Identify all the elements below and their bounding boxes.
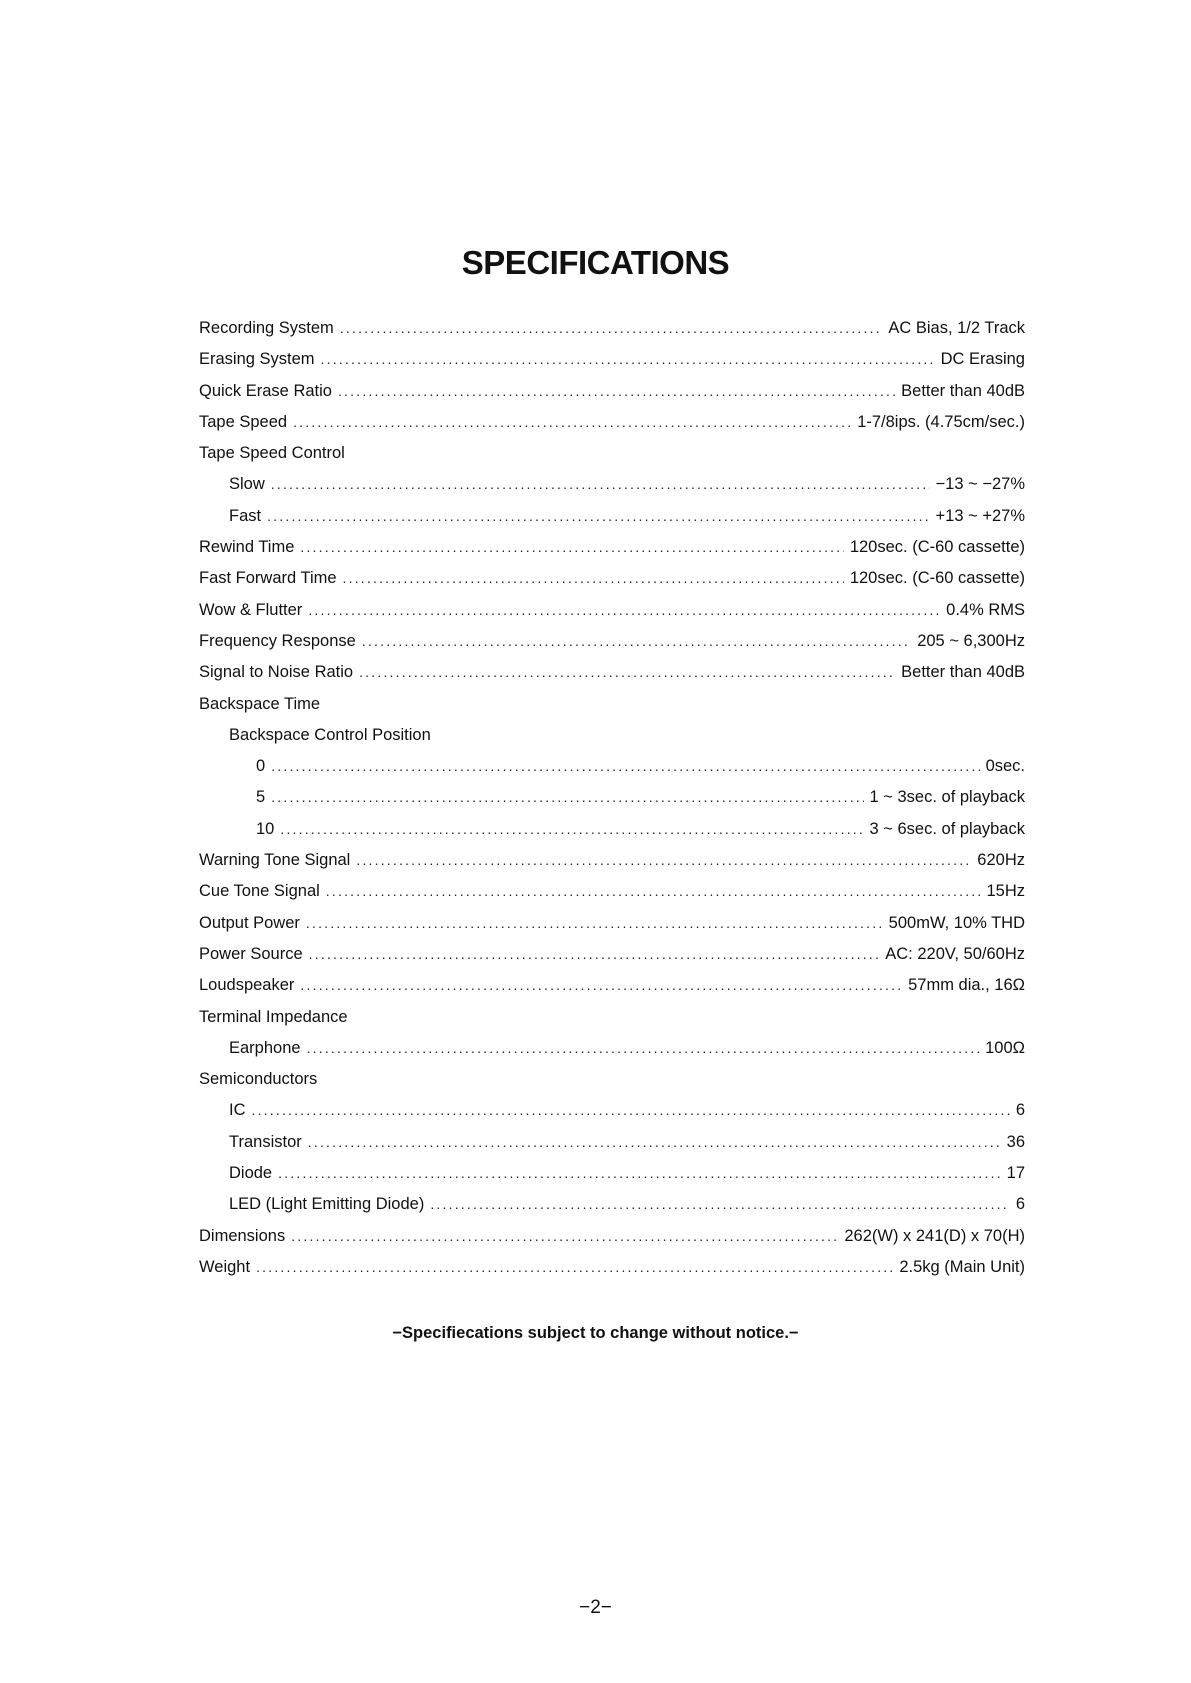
spec-value: 2.5kg (Main Unit) (899, 1257, 1025, 1276)
spec-value: 15Hz (986, 882, 1025, 901)
dot-leader (430, 1196, 1009, 1212)
spec-label: Dimensions (199, 1226, 286, 1245)
dot-leader (338, 383, 895, 399)
spec-value: 36 (1006, 1132, 1025, 1151)
spec-row-earphone (199, 1039, 1025, 1070)
dot-leader (340, 320, 883, 336)
spec-label: Backspace Time (199, 694, 321, 713)
spec-value: 57mm dia., 16Ω (908, 976, 1025, 995)
dot-leader (326, 883, 981, 899)
spec-label: Output Power (199, 913, 300, 932)
spec-value: Better than 40dB (901, 381, 1025, 400)
dot-leader (306, 915, 883, 931)
spec-value: 6 (1015, 1195, 1025, 1214)
spec-row-diode (199, 1164, 1025, 1195)
spec-value: 0.4% RMS (946, 600, 1025, 619)
dot-leader (362, 633, 911, 649)
spec-label: IC (229, 1101, 246, 1120)
spec-row-erasing-system (199, 350, 1025, 381)
spec-label: Weight (199, 1257, 251, 1276)
spec-label: Terminal Impedance (199, 1007, 348, 1026)
spec-label: Rewind Time (199, 538, 295, 557)
page-title: SPECIFICATIONS (461, 244, 730, 281)
spec-value: 100Ω (985, 1038, 1025, 1057)
dot-leader (308, 602, 940, 618)
spec-label: Tape Speed (199, 412, 288, 431)
spec-heading-semiconductors (199, 1070, 1025, 1101)
dot-leader (293, 414, 851, 430)
spec-row-transistor (199, 1133, 1025, 1164)
spec-label: Warning Tone Signal (199, 851, 351, 870)
spec-label: Frequency Response (199, 631, 356, 650)
spec-heading-backspace-time (199, 695, 1025, 726)
spec-label: Diode (229, 1164, 273, 1183)
dot-leader (309, 946, 880, 962)
spec-label: Quick Erase Ratio (199, 381, 332, 400)
dot-leader (252, 1102, 1010, 1118)
spec-label: Cue Tone Signal (199, 882, 320, 901)
spec-label: Slow (229, 475, 265, 494)
dot-leader (308, 1134, 1001, 1150)
spec-value: 0sec. (985, 757, 1025, 776)
spec-value: 1 ~ 3sec. of playback (869, 788, 1025, 807)
spec-label: Power Source (199, 944, 303, 963)
spec-label: Semiconductors (199, 1070, 318, 1089)
spec-label: Fast Forward Time (199, 569, 337, 588)
spec-heading-terminal-impedance (199, 1008, 1025, 1039)
spec-label: Wow & Flutter (199, 600, 303, 619)
spec-row-recording-system (199, 319, 1025, 350)
dot-leader (278, 1165, 1001, 1181)
spec-label: Tape Speed Control (199, 444, 345, 463)
spec-value: Better than 40dB (901, 663, 1025, 682)
page-number: −2− (579, 1597, 612, 1618)
spec-value: 17 (1006, 1164, 1025, 1183)
spec-row-quick-erase-ratio (199, 382, 1025, 413)
dot-leader (356, 852, 971, 868)
spec-heading-backspace-control-position (199, 726, 1025, 757)
spec-row-rewind-time (199, 538, 1025, 569)
spec-value: 120sec. (C-60 cassette) (849, 538, 1025, 557)
spec-value: DC Erasing (940, 350, 1025, 369)
spec-label: Fast (229, 506, 262, 525)
spec-row-position-0 (199, 757, 1025, 788)
spec-row-slow (199, 475, 1025, 506)
spec-row-frequency-response (199, 632, 1025, 663)
dot-leader (291, 1228, 838, 1244)
spec-label: Erasing System (199, 350, 315, 369)
dot-leader (256, 1259, 893, 1275)
spec-row-position-5 (199, 788, 1025, 819)
spec-label: 5 (256, 788, 266, 807)
spec-row-weight (199, 1258, 1025, 1289)
spec-row-ic (199, 1101, 1025, 1132)
spec-value: AC: 220V, 50/60Hz (885, 944, 1025, 963)
spec-label: Backspace Control Position (229, 725, 431, 744)
spec-label: Transistor (229, 1132, 302, 1151)
spec-label: Loudspeaker (199, 976, 295, 995)
spec-value: 120sec. (C-60 cassette) (849, 569, 1025, 588)
dot-leader (300, 977, 902, 993)
spec-label: LED (Light Emitting Diode) (229, 1195, 425, 1214)
spec-row-dimensions (199, 1227, 1025, 1258)
spec-value: 620Hz (977, 851, 1025, 870)
dot-leader (271, 758, 979, 774)
spec-row-signal-to-noise (199, 663, 1025, 694)
spec-list (199, 319, 1025, 1289)
dot-leader (307, 1040, 980, 1056)
spec-value: 6 (1015, 1101, 1025, 1120)
dot-leader (271, 789, 863, 805)
spec-row-fast (199, 507, 1025, 538)
spec-value: 1-7/8ips. (4.75cm/sec.) (857, 412, 1025, 431)
spec-label: Recording System (199, 319, 334, 337)
spec-row-led (199, 1195, 1025, 1226)
spec-value: 205 ~ 6,300Hz (917, 631, 1025, 650)
spec-value: 3 ~ 6sec. of playback (869, 819, 1025, 838)
spec-row-loudspeaker (199, 976, 1025, 1007)
spec-label: 0 (256, 757, 266, 776)
spec-label: 10 (256, 819, 275, 838)
spec-row-output-power (199, 914, 1025, 945)
dot-leader (271, 476, 930, 492)
spec-heading-tape-speed-control (199, 444, 1025, 475)
change-notice: −Specifiecations subject to change without notice.− (392, 1324, 799, 1342)
dot-leader (343, 570, 844, 586)
spec-value: AC Bias, 1/2 Track (888, 319, 1025, 337)
spec-row-fast-forward-time (199, 569, 1025, 600)
dot-leader (280, 821, 863, 837)
spec-value: +13 ~ +27% (935, 506, 1025, 525)
dot-leader (267, 508, 929, 524)
spec-row-tape-speed (199, 413, 1025, 444)
spec-label: Signal to Noise Ratio (199, 663, 354, 682)
spec-value: −13 ~ −27% (935, 475, 1025, 494)
dot-leader (321, 351, 935, 367)
spec-value: 262(W) x 241(D) x 70(H) (844, 1226, 1025, 1245)
spec-row-power-source (199, 945, 1025, 976)
dot-leader (359, 664, 895, 680)
spec-row-cue-tone (199, 882, 1025, 913)
spec-row-position-10 (199, 820, 1025, 851)
dot-leader (300, 539, 843, 555)
spec-row-warning-tone (199, 851, 1025, 882)
spec-value: 500mW, 10% THD (888, 913, 1025, 932)
spec-label: Earphone (229, 1038, 301, 1057)
spec-row-wow-flutter (199, 601, 1025, 632)
